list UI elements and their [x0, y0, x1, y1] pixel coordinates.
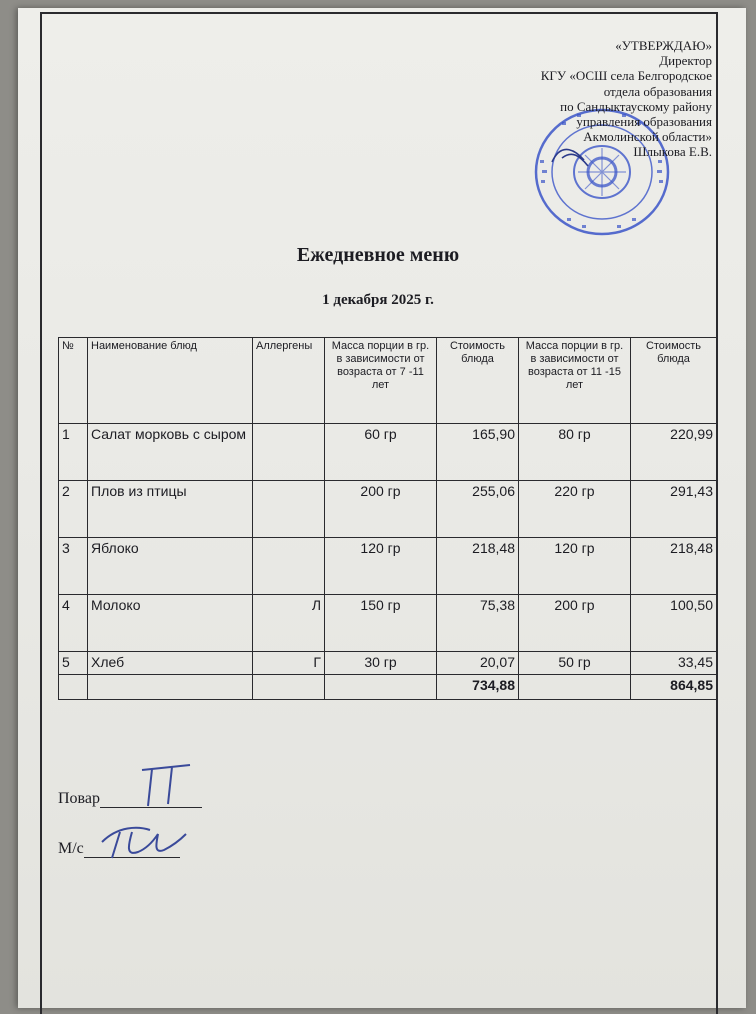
- column-header: Стоимость блюда: [437, 338, 519, 424]
- cook-label: Повар: [58, 790, 100, 807]
- approval-line: КГУ «ОСШ села Белгородское: [540, 68, 712, 84]
- allergen: [253, 424, 325, 481]
- mass-11-15: 200 гр: [519, 595, 631, 652]
- table-row: [59, 652, 717, 675]
- column-header: Наименование блюд: [88, 338, 253, 424]
- mass-11-15: 50 гр: [519, 652, 631, 675]
- cook-signature: [134, 762, 198, 808]
- approval-line: управления образования: [576, 114, 712, 130]
- mass-11-15: 220 гр: [519, 481, 631, 538]
- page-title: Ежедневное меню: [296, 244, 460, 266]
- approval-line: отдела образования: [603, 83, 712, 99]
- column-header: №: [59, 338, 88, 424]
- dish-name: Хлеб: [88, 652, 253, 675]
- cost-7-11: 255,06: [437, 481, 519, 538]
- row-number: 3: [59, 538, 88, 595]
- allergen: Л: [253, 595, 325, 652]
- allergen: Г: [253, 652, 325, 675]
- dish-name: Яблоко: [88, 538, 253, 595]
- mass-7-11: 150 гр: [325, 595, 437, 652]
- cost-7-11: 75,38: [437, 595, 519, 652]
- menu-date: 1 декабря 2025 г.: [322, 292, 434, 308]
- table-header-row: [59, 338, 717, 424]
- cost-11-15: 218,48: [631, 538, 717, 595]
- row-number: 4: [59, 595, 88, 652]
- mass-11-15: 120 гр: [519, 538, 631, 595]
- allergen: [253, 538, 325, 595]
- table-row: [59, 424, 717, 481]
- row-number: 2: [59, 481, 88, 538]
- mass-7-11: 30 гр: [325, 652, 437, 675]
- column-header: Стоимость блюда: [631, 338, 717, 424]
- mass-7-11: 60 гр: [325, 424, 437, 481]
- dish-name: Плов из птицы: [88, 481, 253, 538]
- cost-7-11: 218,48: [437, 538, 519, 595]
- row-number: 1: [59, 424, 88, 481]
- column-header: Масса порции в гр. в зависимости от возраста от 7 -11 лет: [325, 338, 437, 424]
- menu-table: [58, 337, 717, 700]
- cost-7-11: 165,90: [437, 424, 519, 481]
- approval-line: «УТВЕРЖДАЮ»: [615, 38, 712, 53]
- nurse-signature: [98, 822, 190, 862]
- total-cost-7-11: 734,88: [437, 675, 519, 700]
- column-header: Аллергены: [253, 338, 325, 424]
- approval-line: Директор: [659, 53, 712, 69]
- approval-line: по Сандыктаускому району: [560, 98, 712, 114]
- row-number: 5: [59, 652, 88, 675]
- approval-line: Шлыкова Е.В.: [633, 144, 712, 160]
- table-row: [59, 595, 717, 652]
- mass-11-15: 80 гр: [519, 424, 631, 481]
- cost-7-11: 20,07: [437, 652, 519, 675]
- mass-7-11: 120 гр: [325, 538, 437, 595]
- allergen: [253, 481, 325, 538]
- approval-line: Акмолинской области»: [583, 129, 712, 145]
- approval-block: [452, 38, 712, 160]
- totals-row: [59, 675, 717, 700]
- cost-11-15: 291,43: [631, 481, 717, 538]
- dish-name: Молоко: [88, 595, 253, 652]
- table-row: [59, 538, 717, 595]
- dish-name: Салат морковь с сыром: [88, 424, 253, 481]
- cost-11-15: 220,99: [631, 424, 717, 481]
- table-row: [59, 481, 717, 538]
- cost-11-15: 33,45: [631, 652, 717, 675]
- nurse-label: М/с: [58, 840, 84, 857]
- cost-11-15: 100,50: [631, 595, 717, 652]
- total-cost-11-15: 864,85: [631, 675, 717, 700]
- mass-7-11: 200 гр: [325, 481, 437, 538]
- column-header: Масса порции в гр. в зависимости от возраста от 11 -15 лет: [519, 338, 631, 424]
